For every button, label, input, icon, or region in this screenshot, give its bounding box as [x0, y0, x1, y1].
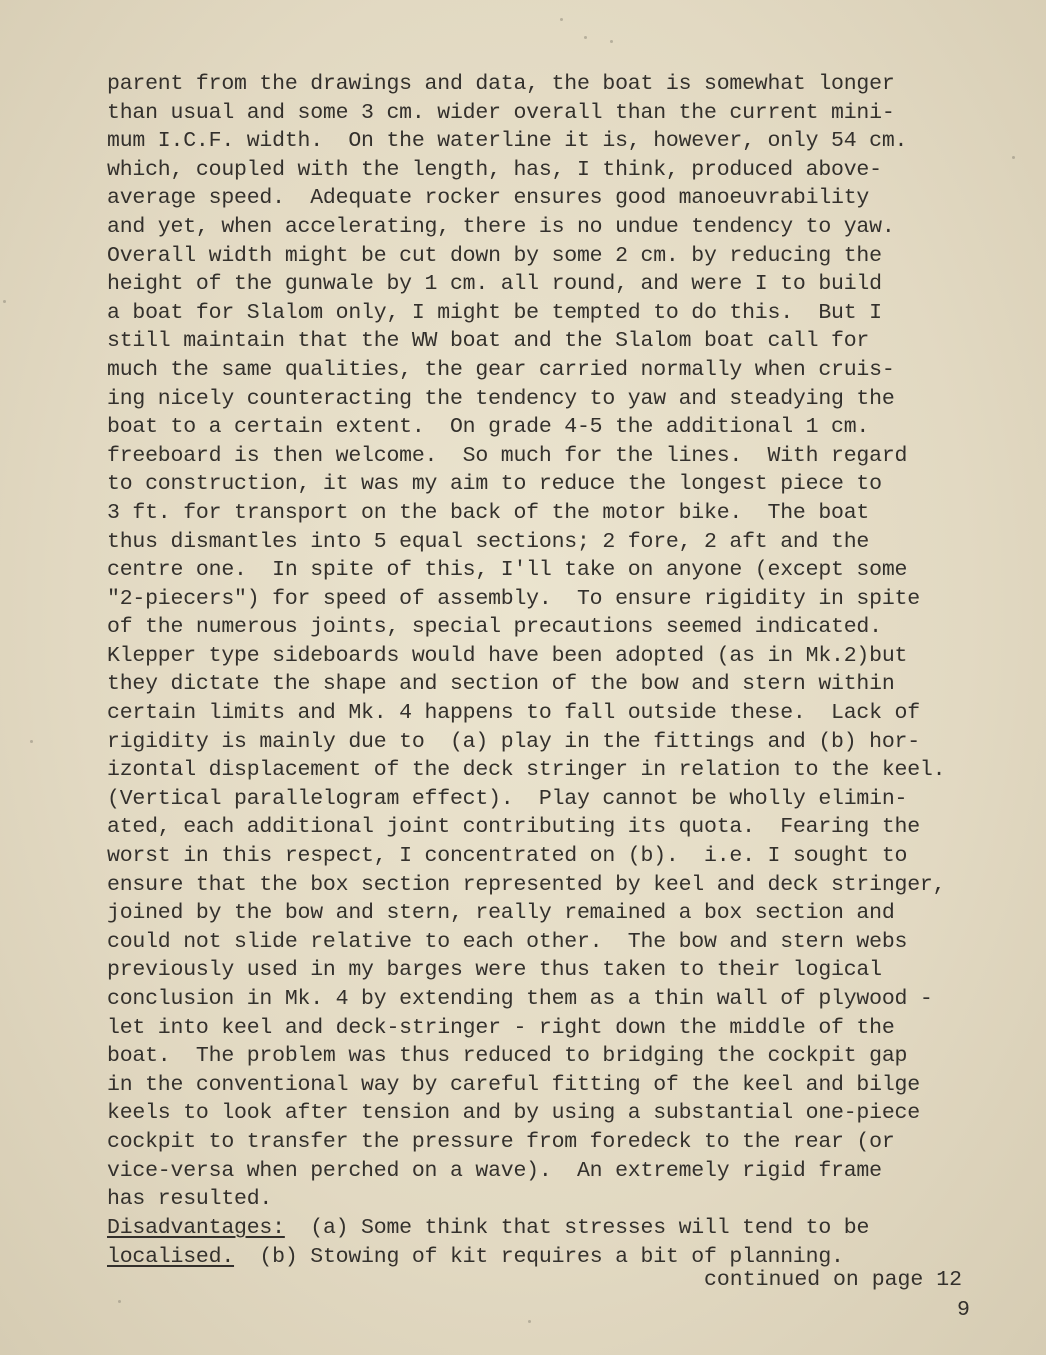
disadvantages-text-a: (a) Some think that stresses will tend to be: [284, 1216, 870, 1240]
body-line: has resulted.: [107, 1187, 273, 1212]
disadvantages-text-b: (b) Stowing of kit requires a bit of planning.: [234, 1244, 844, 1269]
body-line: "2-piecers") for speed of assembly. To ensure rigidity in spite: [107, 586, 920, 611]
body-line: which, coupled with the length, has, I think, produced above-: [107, 157, 882, 182]
body-line: worst in this respect, I concentrated on (b). i.e. I sought to: [107, 844, 908, 869]
disadvantages-section: [107, 1214, 1007, 1271]
page-number: 9: [957, 1298, 970, 1322]
body-line: ing nicely counteracting the tendency to yaw and steadying the: [107, 386, 895, 411]
paper-speck: [610, 40, 613, 43]
body-line: boat to a certain extent. On grade 4-5 the additional 1 cm.: [107, 415, 870, 440]
body-line: still maintain that the WW boat and the Slalom boat call for: [107, 329, 870, 354]
disadvantages-line-1: [107, 1214, 1007, 1243]
paper-speck: [118, 1300, 121, 1303]
body-line: thus dismantles into 5 equal sections; 2 fore, 2 aft and the: [107, 529, 870, 554]
disadvantages-line-2: [107, 1243, 1007, 1272]
disadvantages-label: Disadvantages:: [107, 1216, 285, 1240]
body-line: to construction, it was my aim to reduce the longest piece to: [107, 472, 882, 497]
body-line: (Vertical parallelogram effect). Play cannot be wholly elimin-: [107, 786, 908, 811]
body-line: ated, each additional joint contributing its quota. Fearing the: [107, 815, 920, 840]
body-line: let into keel and deck-stringer - right down the middle of the: [107, 1015, 895, 1040]
body-text: [107, 70, 1007, 1214]
body-line: parent from the drawings and data, the boat is somewhat longer: [107, 72, 895, 96]
body-line: and yet, when accelerating, there is no undue tendency to yaw.: [107, 214, 895, 239]
body-line: previously used in my barges were thus taken to their logical: [107, 958, 882, 983]
body-line: centre one. In spite of this, I'll take on anyone (except some: [107, 558, 908, 583]
body-line: mum I.C.F. width. On the waterline it is, however, only 54 cm.: [107, 129, 908, 154]
body-line: joined by the bow and stern, really remained a box section and: [107, 901, 895, 926]
paper-speck: [30, 740, 33, 743]
localised-word: localised.: [107, 1244, 235, 1269]
body-line: average speed. Adequate rocker ensures good manoeuvrability: [107, 186, 870, 211]
body-line: of the numerous joints, special precautions seemed indicated.: [107, 615, 882, 640]
body-line: conclusion in Mk. 4 by extending them as a thin wall of plywood -: [107, 987, 933, 1011]
body-line: keels to look after tension and by using a substantial one-piece: [107, 1101, 920, 1126]
body-line: a boat for Slalom only, I might be tempted to do this. But I: [107, 300, 882, 325]
body-line: boat. The problem was thus reduced to bridging the cockpit gap: [107, 1044, 908, 1069]
body-line: they dictate the shape and section of the bow and stern within: [107, 672, 895, 697]
paper-speck: [560, 18, 563, 21]
body-line: 3 ft. for transport on the back of the motor bike. The boat: [107, 500, 870, 525]
body-line: Klepper type sideboards would have been adopted (as in Mk.2)but: [107, 643, 908, 668]
body-line: height of the gunwale by 1 cm. all round, and were I to build: [107, 272, 882, 297]
body-line: much the same qualities, the gear carried normally when cruis-: [107, 357, 895, 382]
body-line: could not slide relative to each other. The bow and stern webs: [107, 929, 908, 954]
body-line: vice-versa when perched on a wave). An extremely rigid frame: [107, 1158, 882, 1183]
body-line: izontal displacement of the deck stringer in relation to the keel.: [107, 758, 946, 783]
body-line: ensure that the box section represented by keel and deck stringer,: [107, 872, 946, 897]
body-line: than usual and some 3 cm. wider overall than the current mini-: [107, 100, 895, 125]
paper-speck: [584, 36, 587, 39]
paper-speck: [528, 1320, 531, 1323]
continued-note: continued on page 12: [704, 1268, 963, 1292]
body-line: freeboard is then welcome. So much for the lines. With regard: [107, 443, 908, 468]
body-line: in the conventional way by careful fitting of the keel and bilge: [107, 1072, 920, 1097]
body-line: Overall width might be cut down by some 2 cm. by reducing the: [107, 243, 882, 268]
body-line: rigidity is mainly due to (a) play in the fittings and (b) hor-: [107, 729, 920, 754]
body-line: certain limits and Mk. 4 happens to fall outside these. Lack of: [107, 701, 920, 726]
body-line: cockpit to transfer the pressure from foredeck to the rear (or: [107, 1129, 895, 1154]
paper-speck: [3, 300, 6, 303]
paper-speck: [1012, 156, 1015, 159]
